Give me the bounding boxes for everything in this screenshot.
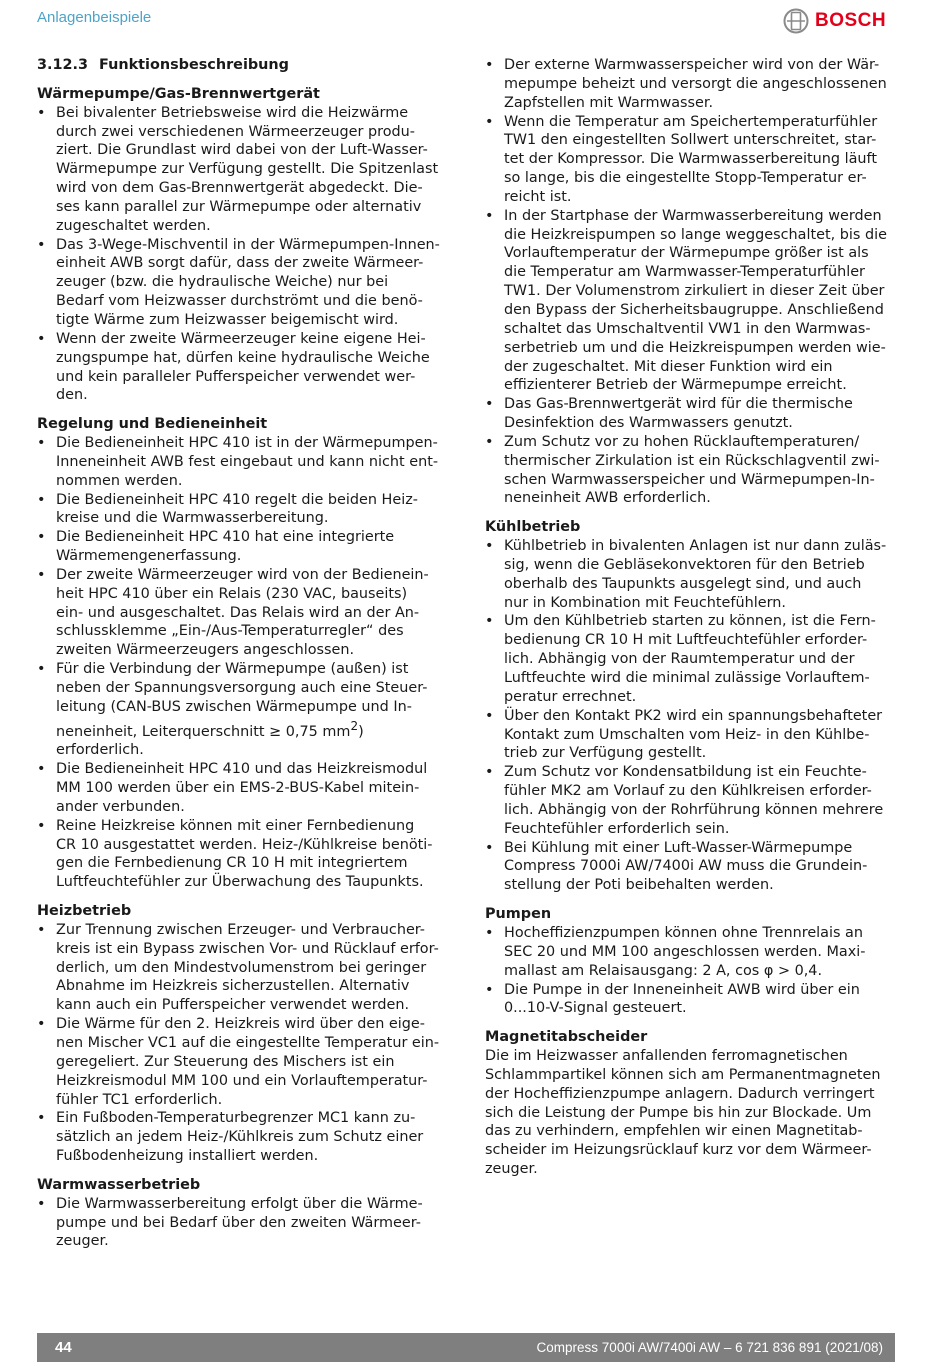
footer-bar [37,1333,895,1362]
heading-cooling-mode: Kühlbetrieb [485,519,581,536]
list-control-unit [37,434,450,892]
bosch-armature-icon [783,8,809,34]
heading-magnetite-separator: Magnetitabscheider [485,1029,648,1046]
list-heating-mode [37,921,450,1166]
list-heat-pump-gas [37,104,450,406]
document-reference: Compress 7000i AW/7400i AW – 6 721 836 891 (2021/08) [536,1340,883,1355]
list-item: • Reine Heizkreise können mit einer Fernbedienung CR 10 ausgestattet werden. Heiz-/Kühlkreise benöti- gen die Fernbedienung CR 10 H mit integriertem Luftfeuchtefühler zur Überwachung des Taupunkts. [37,817,450,892]
heading-heat-pump-gas: Wärmepumpe/Gas-Brennwertgerät [37,85,320,102]
brand-name: BOSCH [815,10,887,31]
list-item: • Zum Schutz vor Kondensatbildung ist ein Feuchte- fühler MK2 am Vorlauf zu den Kühlkreisen erforder- lich. Abhängig von der Rohrführung können mehrere Feuchtefühler erforderlich sein. [485,763,898,838]
section-title: Funktionsbeschreibung [99,57,289,73]
list-hot-water [37,1195,450,1252]
list-item: • Über den Kontakt PK2 wird ein spannungsbehafteter Kontakt zum Umschalten vom Heiz- in den Kühlbe- trieb zur Verfügung gestellt. [485,707,898,764]
list-item: • Das Gas-Brennwertgerät wird für die thermische Desinfektion des Warmwassers genutzt. [485,395,898,433]
paragraph-magnetite-separator: Die im Heizwasser anfallenden ferromagnetischen Schlammpartikel können sich am Permanentmagneten der Hocheffizienzpumpe anlagern. Dadurch verringert sich die Leistung der Pumpe bis hin zur Blockade. Um das zu verhindern, empfehlen wir einen Magnetitab- scheider im Heizungsrücklauf kurz vor dem Wärmeer- zeuger. [485,1048,881,1178]
list-item: • Zur Trennung zwischen Erzeuger- und Verbraucher- kreis ist ein Bypass zwischen Vor- und Rücklauf erfor- derlich, um den Mindestvolumenstrom bei geringer Abnahme im Heizkreis sicherzustellen. Alternativ kann auch ein Pufferspeicher verwendet werden. [37,921,450,1015]
page-number: 44 [55,1339,72,1356]
list-item: • Wenn der zweite Wärmeerzeuger keine eigene Hei- zungspumpe hat, dürfen keine hydraulische Weiche und kein paralleler Pufferspeicher verwendet wer- den. [37,330,450,405]
list-item-text-tail: ) erforderlich. [56,723,364,759]
list-item: • Die Warmwasserbereitung erfolgt über die Wärme- pumpe und bei Bedarf über den zweiten Wärmeer- zeuger. [37,1195,450,1252]
heading-hot-water: Warmwasserbetrieb [37,1176,201,1193]
list-item: • Die Bedieneinheit HPC 410 hat eine integrierte Wärmemengenerfassung. [37,528,450,566]
heading-control-unit: Regelung und Bedieneinheit [37,416,268,433]
list-item: • Zum Schutz vor zu hohen Rücklauftemperaturen/ thermischer Zirkulation ist ein Rückschlagventil zwi- schen Warmwasserspeicher und Wärmepumpen-In- neneinheit AWB erforderlich. [485,433,898,508]
list-item: • Die Bedieneinheit HPC 410 regelt die beiden Heiz- kreise und die Warmwasserbereitung. [37,491,450,529]
list-item: • Bei bivalenter Betriebsweise wird die Heizwärme durch zwei verschiedenen Wärmeerzeuger produ- ziert. Die Grundlast wird dabei von der Luft-Wasser- Wärmepumpe zur Verfügung gestellt. Die Spitzenlast wird von dem Gas-Brennwertgerät abgedeckt. Die- ses kann parallel zur Wärmepumpe oder alternativ zugeschaltet werden. [37,104,450,236]
right-column [485,56,898,1179]
list-item: • Die Bedieneinheit HPC 410 ist in der Wärmepumpen- Inneneinheit AWB fest eingebaut und kann nicht ent- nommen werden. [37,434,450,491]
left-column [37,56,450,1251]
list-item: • Hocheffizienzpumpen können ohne Trennrelais an SEC 20 und MM 100 angeschlossen werden. Maxi- mallast am Relaisausgang: 2 A, cos φ > 0,4. [485,924,898,981]
list-item: • In der Startphase der Warmwasserbereitung werden die Heizkreispumpen so lange weggeschaltet, bis die Vorlauftemperatur der Wärmepumpe größer ist als die Temperatur am Warmwasser-Temperaturfühler TW1. Der Volumenstrom zirkuliert in dieser Zeit über den Bypass der Sicherheitsbaugruppe. Anschließend schaltet das Umschaltventil VW1 in den Warmwas- serbetrieb um und die Heizkreispumpen werden wie- der zugeschaltet. Mit dieser Funktion wird ein effizienterer Betrieb der Wärmepumpe erreicht. [485,207,898,395]
section-number: 3.12.3 [37,57,88,73]
superscript: 2 [350,718,359,733]
heading-pumps: Pumpen [485,906,552,923]
list-item: • Die Bedieneinheit HPC 410 und das Heizkreismodul MM 100 werden über ein EMS-2-BUS-Kabel mitein- ander verbunden. [37,760,450,817]
heading-heating-mode: Heizbetrieb [37,903,132,920]
list-cooling-mode [485,537,898,895]
list-hot-water-continued [485,56,898,508]
list-item: • Der zweite Wärmeerzeuger wird von der Bedienein- heit HPC 410 über ein Relais (230 VAC, bauseits) ein- und ausgeschaltet. Das Relais wird an der An- schlussklemme „Ein-/Aus-Temperaturregler“ des zweiten Wärmeerzeugers angeschlossen. [37,566,450,660]
list-item [37,660,450,760]
list-item: • Wenn die Temperatur am Speichertemperaturfühler TW1 den eingestellten Sollwert unterschreitet, star- tet der Kompressor. Die Warmwasserbereitung läuft so lange, bis die eingestellte Stopp-Temperatur er- reicht ist. [485,113,898,207]
list-item: • Der externe Warmwasserspeicher wird von der Wär- mepumpe beheizt und versorgt die angeschlossenen Zapfstellen mit Warmwasser. [485,56,898,113]
section-heading [37,56,450,75]
list-item: • Ein Fußboden-Temperaturbegrenzer MC1 kann zu- sätzlich an jedem Heiz-/Kühlkreis zum Schutz einer Fußbodenheizung installiert werden. [37,1109,450,1166]
bosch-logo [783,6,886,36]
section-label: Anlagenbeispiele [37,9,152,26]
list-item: • Die Pumpe in der Inneneinheit AWB wird über ein 0...10-V-Signal gesteuert. [485,981,898,1019]
list-pumps [485,924,898,1018]
list-item: • Um den Kühlbetrieb starten zu können, ist die Fern- bedienung CR 10 H mit Luftfeuchtefühler erforder- lich. Abhängig von der Raumtemperatur und der Luftfeuchte wird die minimal zulässige Vorlauftem- peratur errechnet. [485,612,898,706]
list-item: • Kühlbetrieb in bivalenten Anlagen ist nur dann zuläs- sig, wenn die Gebläsekonvektoren für den Betrieb oberhalb des Taupunkts ausgelegt sind, und auch nur in Kombination mit Feuchtefühlern. [485,537,898,612]
list-item: • Bei Kühlung mit einer Luft-Wasser-Wärmepumpe Compress 7000i AW/7400i AW muss die Grundein- stellung der Poti beibehalten werden. [485,839,898,896]
list-item-text: Für die Verbindung der Wärmepumpe (außen) ist neben der Spannungsversorgung auch eine Steuer- leitung (CAN-BUS zwischen Wärmepumpe und In- neneinheit, Leiterquerschnitt ≥ 0,75 mm [56,661,428,740]
list-item: • Die Wärme für den 2. Heizkreis wird über den eige- nen Mischer VC1 auf die eingestellte Temperatur ein- geregeliert. Zur Steuerung des Mischers ist ein Heizkreismodul MM 100 und ein Vorlauftemperatur- fühler TC1 erforderlich. [37,1015,450,1109]
list-item: • Das 3-Wege-Mischventil in der Wärmepumpen-Innen- einheit AWB sorgt dafür, dass der zweite Wärmeer- zeuger (bzw. die hydraulische Weiche) nur bei Bedarf vom Heizwasser durchströmt und die benö- tigte Wärme zum Heizwasser beigemischt wird. [37,236,450,330]
